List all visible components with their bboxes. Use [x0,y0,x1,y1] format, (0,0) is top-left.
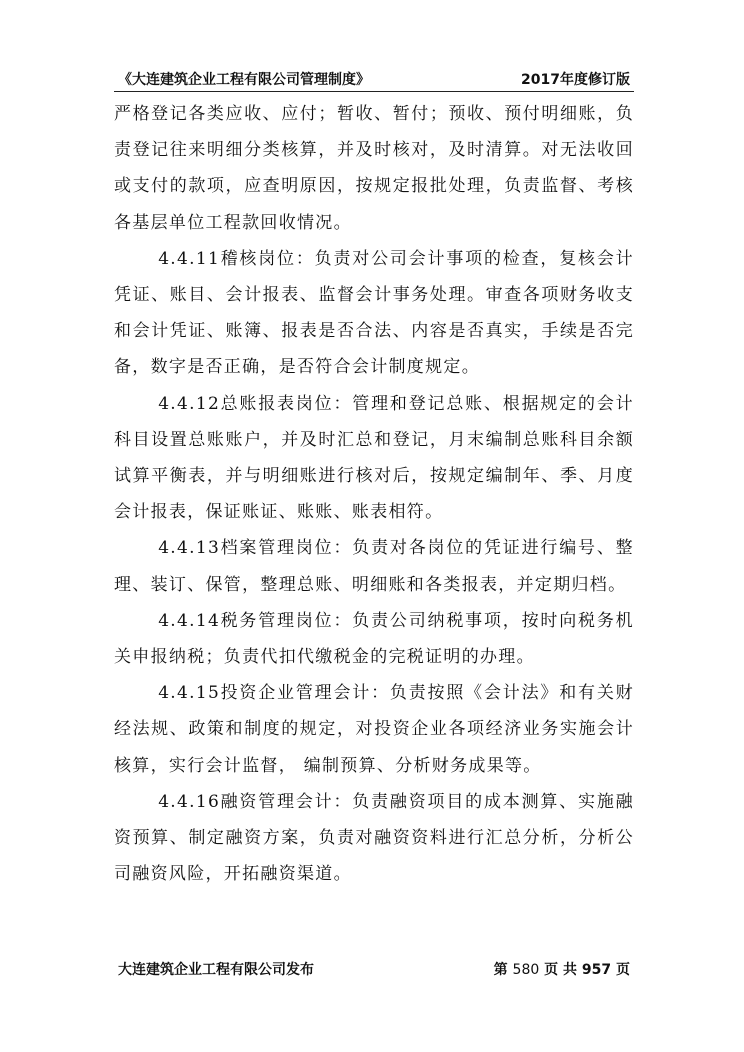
document-body [114,96,634,892]
page-middle: 页 共 [544,962,578,978]
paragraph: 严格登记各类应收、应付；暂收、暂付；预收、预付明细账，负责登记往来明细分类核算，并及时核对，及时清算。对无法收回或支付的款项，应查明原因，按规定报批处理，负责监督、考核各基层单位工程款回收情况。 [114,104,634,233]
paragraph: 4.4.13档案管理岗位：负责对各岗位的凭证进行编号、整理、装订、保管，整理总账、明细账和各类报表，并定期归档。 [114,538,634,595]
paragraph: 4.4.12总账报表岗位：管理和登记总账、根据规定的会计科目设置总账账户，并及时汇总和登记，月末编制总账科目余额试算平衡表，并与明细账进行核对后，按规定编制年、季、月度会计报表，保证账证、账账、账表相符。 [114,393,634,523]
page-suffix: 页 [616,962,630,978]
revision-label: 2017年度修订版 [521,72,630,88]
paragraph: 4.4.16融资管理会计：负责融资项目的成本测算、实施融资预算、制定融资方案，负责对融资资料进行汇总分析，分析公司融资风险，开拓融资渠道。 [114,791,634,885]
publisher-label: 大连建筑企业工程有限公司发布 [118,962,314,978]
current-page: 580 [512,962,540,978]
paragraph: 4.4.15投资企业管理会计：负责按照《会计法》和有关财经法规、政策和制度的规定，对投资企业各项经济业务实施会计核算，实行会计监督， 编制预算、分析财务成果等。 [114,683,634,776]
page-footer [114,959,634,981]
page-header [114,67,634,92]
page-prefix: 第 [493,962,508,978]
document-title: 《大连建筑企业工程有限公司管理制度》 [118,72,370,88]
page-number [494,959,630,979]
total-pages: 957 [581,962,612,978]
paragraph: 4.4.14税务管理岗位：负责公司纳税事项，按时向税务机关申报纳税；负责代扣代缴税金的完税证明的办理。 [114,610,634,668]
paragraph: 4.4.11稽核岗位：负责对公司会计事项的检查，复核会计凭证、账目、会计报表、监督会计事务处理。审查各项财务收支和会计凭证、账簿、报表是否合法、内容是否真实，手续是否完备，数字是否正确，是否符合会计制度规定。 [114,248,634,378]
